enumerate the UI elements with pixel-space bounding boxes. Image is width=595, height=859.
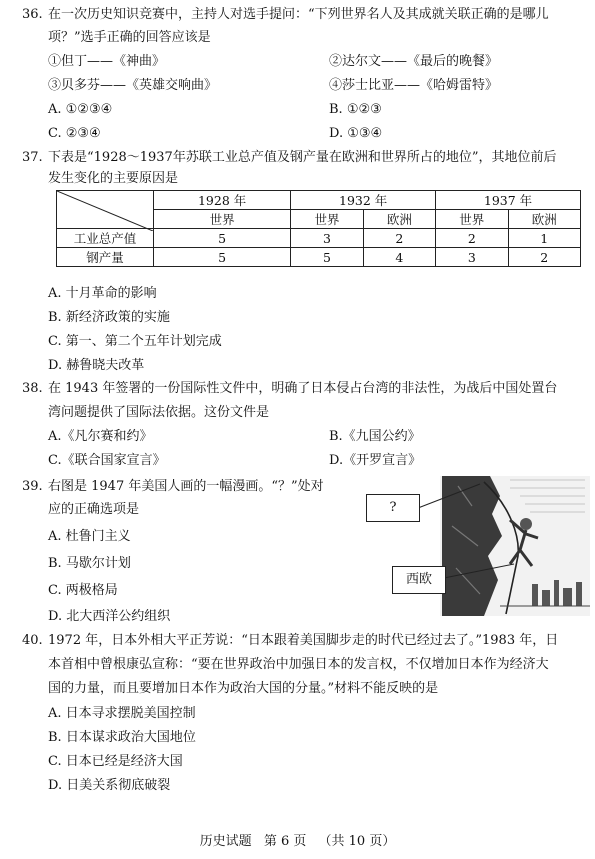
footer-page: 第 6 页 [263, 834, 307, 849]
row-label: 工业总产值 [57, 229, 154, 248]
q39-option-b: B. 马歇尔计划 [48, 556, 131, 571]
q39-stem-line1: 右图是 1947 年美国人画的一幅漫画。“？”处对 [48, 479, 324, 494]
q39-option-d: D. 北大西洋公约组织 [48, 609, 171, 624]
cartoon-illustration [360, 476, 590, 616]
subheader-cell: 世界 [436, 210, 508, 229]
table-row [57, 229, 581, 248]
q38-option-a: A.《凡尔赛和约》 [48, 429, 153, 444]
table-cell: 2 [436, 229, 508, 248]
q36-option-a: A. ①②③④ [48, 102, 113, 117]
q38-option-d: D.《开罗宣言》 [329, 453, 422, 468]
year-1932-header: 1932 年 [291, 191, 436, 210]
q38-option-c: C.《联合国家宣言》 [48, 453, 166, 468]
table-cell: 2 [363, 229, 435, 248]
corner-diagonal [57, 191, 153, 231]
table-cell: 4 [363, 248, 435, 267]
q36-stem-line2: 项？”选手正确的回答应该是 [48, 30, 211, 45]
q39-option-c: C. 两极格局 [48, 583, 118, 598]
q36-item-4: ④莎士比亚——《哈姆雷特》 [329, 78, 499, 93]
table-cell: 5 [154, 229, 291, 248]
subheader-cell: 欧洲 [363, 210, 435, 229]
q39-option-a: A. 杜鲁门主义 [48, 529, 131, 544]
q36-item-2: ②达尔文——《最后的晚餐》 [329, 54, 499, 69]
q40-stem-line1: 1972 年，日本外相大平正芳说：“日本跟着美国脚步走的时代已经过去了。”1983 年，日 [48, 633, 559, 648]
q38-stem-line2: 湾问题提供了国际法依据。这份文件是 [48, 405, 270, 420]
q40-option-a: A. 日本寻求摆脱美国控制 [48, 706, 196, 721]
table-cell: 3 [436, 248, 508, 267]
q36-stem-line1: 在一次历史知识竞赛中，主持人对选手提问：“下列世界名人及其成就关联正确的是哪儿 [48, 7, 549, 22]
q40-stem-line3: 国的力量，而且要增加日本作为政治大国的分量。”材料不能反映的是 [48, 681, 439, 696]
q38-option-b: B.《九国公约》 [329, 429, 421, 444]
q40-option-d: D. 日美关系彻底破裂 [48, 778, 171, 793]
q37-number: 37. [22, 150, 43, 165]
q38-stem-line1: 在 1943 年签署的一份国际性文件中，明确了日本侵占台湾的非法性，为战后中国处置台 [48, 381, 558, 396]
q40-option-b: B. 日本谋求政治大国地位 [48, 730, 196, 745]
q39-stem-line2: 应的正确选项是 [48, 502, 140, 517]
table-cell: 5 [291, 248, 363, 267]
q40-stem-line2: 本首相中曾根康弘宣称：“要在世界政治中加强日本的发言权，不仅增加日本作为经济大 [48, 657, 549, 672]
footer-total: （共 10 页） [318, 834, 396, 849]
q36-item-1: ①但丁——《神曲》 [48, 54, 166, 69]
row-label: 钢产量 [57, 248, 154, 267]
table-cell: 1 [508, 229, 580, 248]
year-1928-header: 1928 年 [154, 191, 291, 210]
subheader-cell: 世界 [291, 210, 363, 229]
q39-number: 39. [22, 479, 43, 494]
west-europe-label: 西欧 [392, 566, 446, 594]
q37-option-a: A. 十月革命的影响 [48, 286, 157, 301]
q36-number: 36. [22, 7, 43, 22]
table-corner-cell [57, 191, 154, 229]
table-cell: 5 [154, 248, 291, 267]
subheader-cell: 世界 [154, 210, 291, 229]
q40-number: 40. [22, 633, 43, 648]
q36-option-c: C. ②③④ [48, 126, 101, 141]
table-row [57, 248, 581, 267]
soviet-industry-table [56, 190, 581, 267]
subheader-cell: 欧洲 [508, 210, 580, 229]
page-footer [0, 830, 595, 849]
year-1937-header: 1937 年 [436, 191, 581, 210]
q37-option-d: D. 赫鲁晓夫改革 [48, 358, 145, 373]
q37-stem-line2: 发生变化的主要原因是 [48, 171, 179, 186]
q37-option-b: B. 新经济政策的实施 [48, 310, 170, 325]
footer-subject: 历史试题 [199, 834, 252, 849]
table-cell: 2 [508, 248, 580, 267]
q37-option-c: C. 第一、第二个五年计划完成 [48, 334, 222, 349]
q37-stem-line1: 下表是“1928～1937年苏联工业总产值及钢产量在欧洲和世界所占的地位”，其地位前后 [48, 150, 557, 165]
q36-option-d: D. ①③④ [329, 126, 383, 141]
question-mark-label: ? [366, 494, 420, 522]
q36-item-3: ③贝多芬——《英雄交响曲》 [48, 78, 218, 93]
q38-number: 38. [22, 381, 43, 396]
q40-option-c: C. 日本已经是经济大国 [48, 754, 183, 769]
q36-option-b: B. ①②③ [329, 102, 382, 117]
table-cell: 3 [291, 229, 363, 248]
